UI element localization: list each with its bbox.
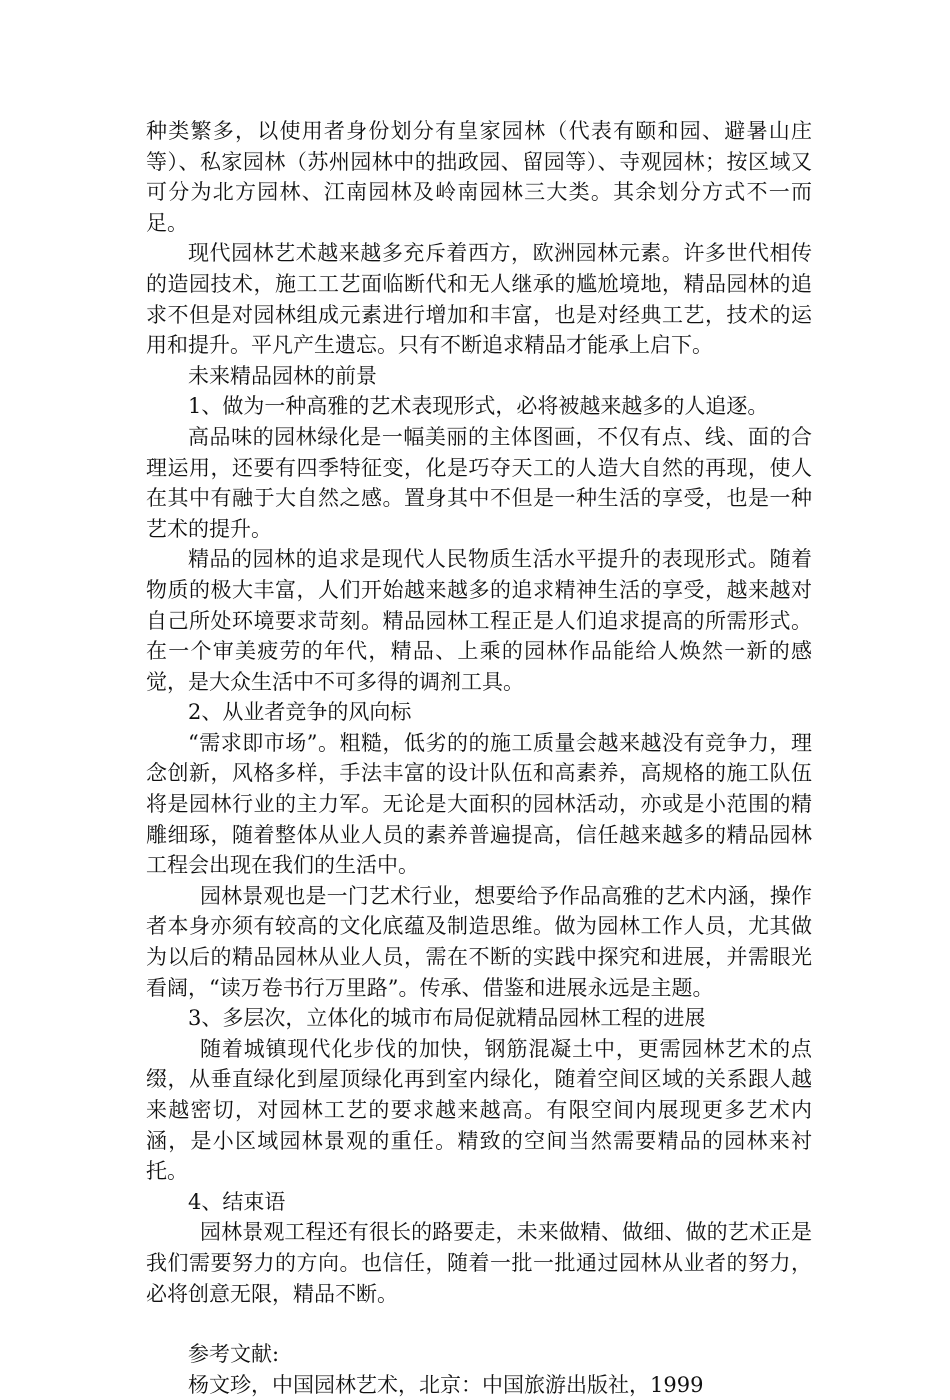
- section-heading-3: 3、多层次，立体化的城市布局促就精品园林工程的进展: [188, 1006, 706, 1031]
- section-heading-1: 1、做为一种高雅的艺术表现形式，必将被越来越多的人追逐。: [188, 394, 769, 419]
- section-heading-prospects: 未来精品园林的前景: [188, 363, 377, 388]
- paragraph-demand-is-market: “需求即市场”。粗糙，低劣的的施工质量会越来越没有竞争力，理念创新，风格多样，手法丰富的设计队伍和高素养，高规格的施工队伍将是园林行业的主力军。无论是大面积的园林活动，亦或是小范围的精雕细琢，随着整体从业人员的素养普遍提高，信任越来越多的精品园林工程会出现在我们的生活中。: [146, 730, 812, 878]
- paragraph-modern-garden-art: 现代园林艺术越来越多充斥着西方，欧洲园林元素。许多世代相传的造园技术，施工工艺面临断代和无人继承的尴尬境地，精品园林的追求不但是对园林组成元素进行增加和丰富，也是对经典工艺，技术的运用和提升。平凡产生遗忘。只有不断追求精品才能承上启下。: [146, 241, 812, 358]
- section-heading-4: 4、结束语: [188, 1189, 286, 1214]
- paragraph-urbanization: 随着城镇现代化步伐的加快，钢筋混凝土中，更需园林艺术的点缀，从垂直绿化到屋顶绿化再到室内绿化，随着空间区域的关系跟人越来越密切，对园林工艺的要求越来越高。有限空间内展现更多艺术内涵，是小区域园林景观的重任。精致的空间当然需要精品的园林来衬托。: [146, 1036, 812, 1184]
- reference-item: 杨文珍，中国园林艺术，北京：中国旅游出版社，1999: [188, 1372, 704, 1397]
- references-heading: 参考文献:: [188, 1342, 280, 1367]
- paragraph-landscape-as-art: 园林景观也是一门艺术行业，想要给予作品高雅的艺术内涵，操作者本身亦须有较高的文化底蕴及制造思维。做为园林工作人员，尤其做为以后的精品园林从业人员，需在不断的实践中探究和进展，并需眼光看阔，“读万卷书行万里路”。传承、借鉴和进展永远是主题。: [146, 883, 812, 1000]
- document-body: [146, 116, 812, 1400]
- paragraph-conclusion: 园林景观工程还有很长的路要走，未来做精、做细、做的艺术正是我们需要努力的方向。也信任，随着一批一批通过园林从业者的努力，必将创意无限，精品不断。: [146, 1220, 812, 1306]
- paragraph-garden-types: 种类繁多，以使用者身份划分有皇家园林（代表有颐和园、避暑山庄等）、私家园林（苏州园林中的拙政园、留园等）、寺观园林；按区域又可分为北方园林、江南园林及岭南园林三大类。其余划分方式不一而足。: [146, 119, 812, 235]
- paragraph-pursuit-of-quality: 精品的园林的追求是现代人民物质生活水平提升的表现形式。随着物质的极大丰富，人们开始越来越多的追求精神生活的享受，越来越对自己所处环境要求苛刻。精品园林工程正是人们追求提高的所需形式。在一个审美疲劳的年代，精品、上乘的园林作品能给人焕然一新的感觉，是大众生活中不可多得的调剂工具。: [146, 547, 812, 694]
- paragraph-high-taste-greening: 高品味的园林绿化是一幅美丽的主体图画，不仅有点、线、面的合理运用，还要有四季特征变，化是巧夺天工的人造大自然的再现，使人在其中有融于大自然之感。置身其中不但是一种生活的享受，也是一种艺术的提升。: [146, 424, 812, 541]
- section-heading-2: 2、从业者竞争的风向标: [188, 700, 412, 725]
